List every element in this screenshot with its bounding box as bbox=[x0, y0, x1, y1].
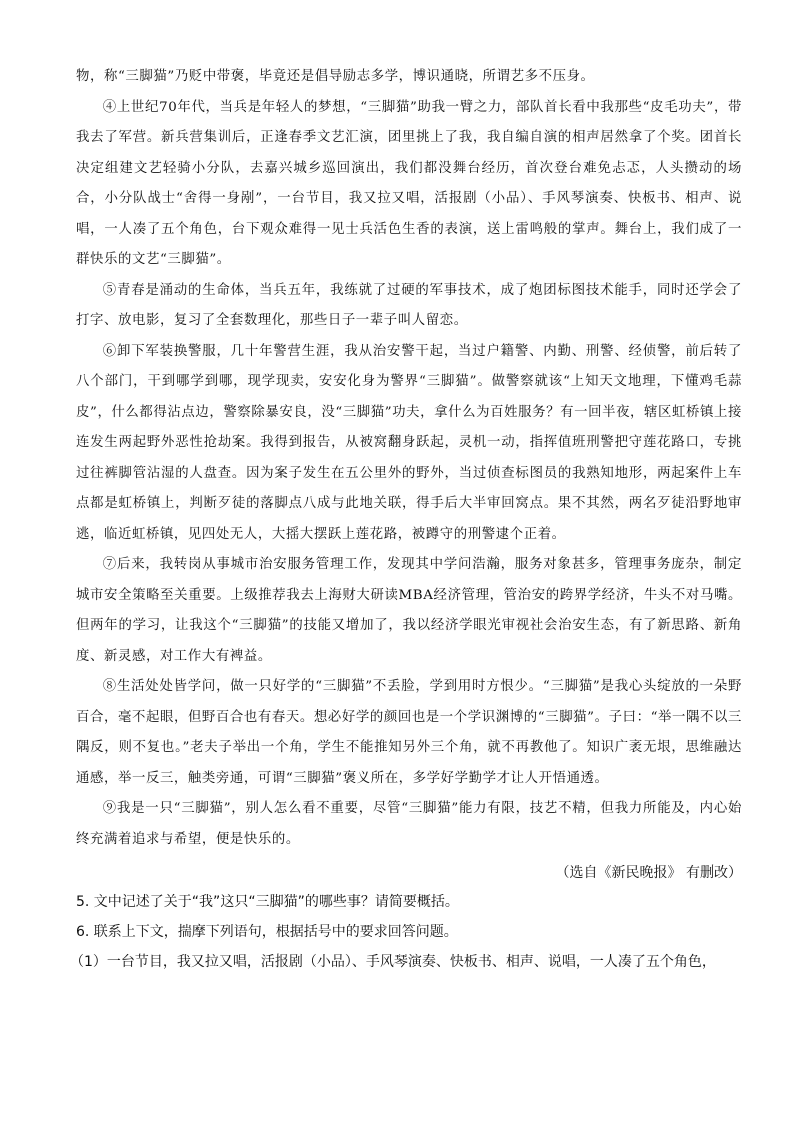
essay-body bbox=[76, 62, 742, 855]
question-6-part-1: （1）一台节目，我又拉又唱，活报剧（小品）、手风琴演奏、快板书、相声、说唱，一人凑了五个角色， bbox=[70, 954, 716, 970]
questions-section bbox=[70, 887, 742, 977]
question-6: 6. 联系上下文，揣摩下列语句，根据括号中的要求回答问题。 bbox=[76, 924, 458, 940]
essay-paragraph-3-tail: 物，称“三脚猫”乃贬中带褒，毕竟还是倡导励志多学，博识通晓，所谓艺多不压身。 bbox=[76, 69, 595, 84]
essay-paragraph-5: ⑤青春是涌动的生命体，当兵五年，我练就了过硬的军事技术，成了炮团标图技术能手，同时还学会了打字、放电影，复习了全套数理化，那些日子一辈子叫人留恋。 bbox=[76, 282, 742, 328]
question-5: 5. 文中记述了关于“我”这只“三脚猫”的哪些事？请简要概括。 bbox=[76, 894, 459, 910]
essay-paragraph-9: ⑨我是一只“三脚猫”，别人怎么看不重要，尽管“三脚猫”能力有限，技艺不精，但我力所能及，内心始终充满着追求与希望，便是快乐的。 bbox=[76, 801, 742, 847]
essay-paragraph-8: ⑧生活处处皆学问，做一只好学的“三脚猫”不丢脸，学到用时方恨少。“三脚猫”是我心头绽放的一朵野百合，毫不起眼，但野百合也有春天。想必好学的颜回也是一个学识渊博的“三脚猫”。子曰：“举一隅不以三隅反，则不复也。”老夫子举出一个角，学生不能推知另外三个角，就不再教他了。知识广袤无垠，思维融达通感，举一反三，触类旁通，可谓“三脚猫”褒义所在，多学好学勤学才让人开悟通透。 bbox=[76, 679, 742, 786]
essay-paragraph-4: ④上世纪70年代，当兵是年轻人的梦想，“三脚猫”助我一臂之力，部队首长看中我那些“皮毛功夫”，带我去了军营。新兵营集训后，正逢春季文艺汇演，团里挑上了我，我自编自演的相声居然拿了个奖。团首长决定组建文艺轻骑小分队，去嘉兴城乡巡回演出，我们都没舞台经历，首次登台难免忐忑，人头攒动的场合，小分队战士“舍得一身剐”，一台节目，我又拉又唱，活报剧（小品）、手风琴演奏、快板书、相声、说唱，一人凑了五个角色，台下观众难得一见士兵活色生香的表演，送上雷鸣般的掌声。舞台上，我们成了一群快乐的文艺“三脚猫”。 bbox=[76, 99, 742, 267]
essay-source-citation: （选自《新民晚报》 有删改） bbox=[555, 865, 742, 881]
document-page bbox=[70, 62, 742, 977]
essay-paragraph-7: ⑦后来，我转岗从事城市治安服务管理工作，发现其中学问浩瀚，服务对象甚多，管理事务庞杂，制定城市安全策略至关重要。上级推荐我去上海财大研读MBA经济管理，管治安的跨界学经济，牛头不对马嘴。但两年的学习，让我这个“三脚猫”的技能又增加了，我以经济学眼光审视社会治安生态，有了新思路、新角度、新灵感，对工作大有裨益。 bbox=[76, 557, 742, 664]
essay-paragraph-6: ⑥卸下军装换警服，几十年警营生涯，我从治安警干起，当过户籍警、内勤、刑警、经侦警，前后转了八个部门，干到哪学到哪，现学现卖，安安化身为警界“三脚猫”。做警察就该“上知天文地理，下懂鸡毛蒜皮”，什么都得沾点边，警察除暴安良，没“三脚猫”功夫，拿什么为百姓服务？有一回半夜，辖区虹桥镇上接连发生两起野外恶性抢劫案。我得到报告，从被窝翻身跃起，灵机一动，指挥值班刑警把守莲花路口，专挑过往裤脚管沾湿的人盘查。因为案子发生在五公里外的野外，当过侦查标图员的我熟知地形，两起案件上车点都是虹桥镇上，判断歹徒的落脚点八成与此地关联，得手后大半审回窝点。果不其然，两名歹徒沿野地审逃，临近虹桥镇，见四处无人，大摇大摆跃上莲花路，被蹲守的刑警逮个正着。 bbox=[76, 343, 742, 542]
